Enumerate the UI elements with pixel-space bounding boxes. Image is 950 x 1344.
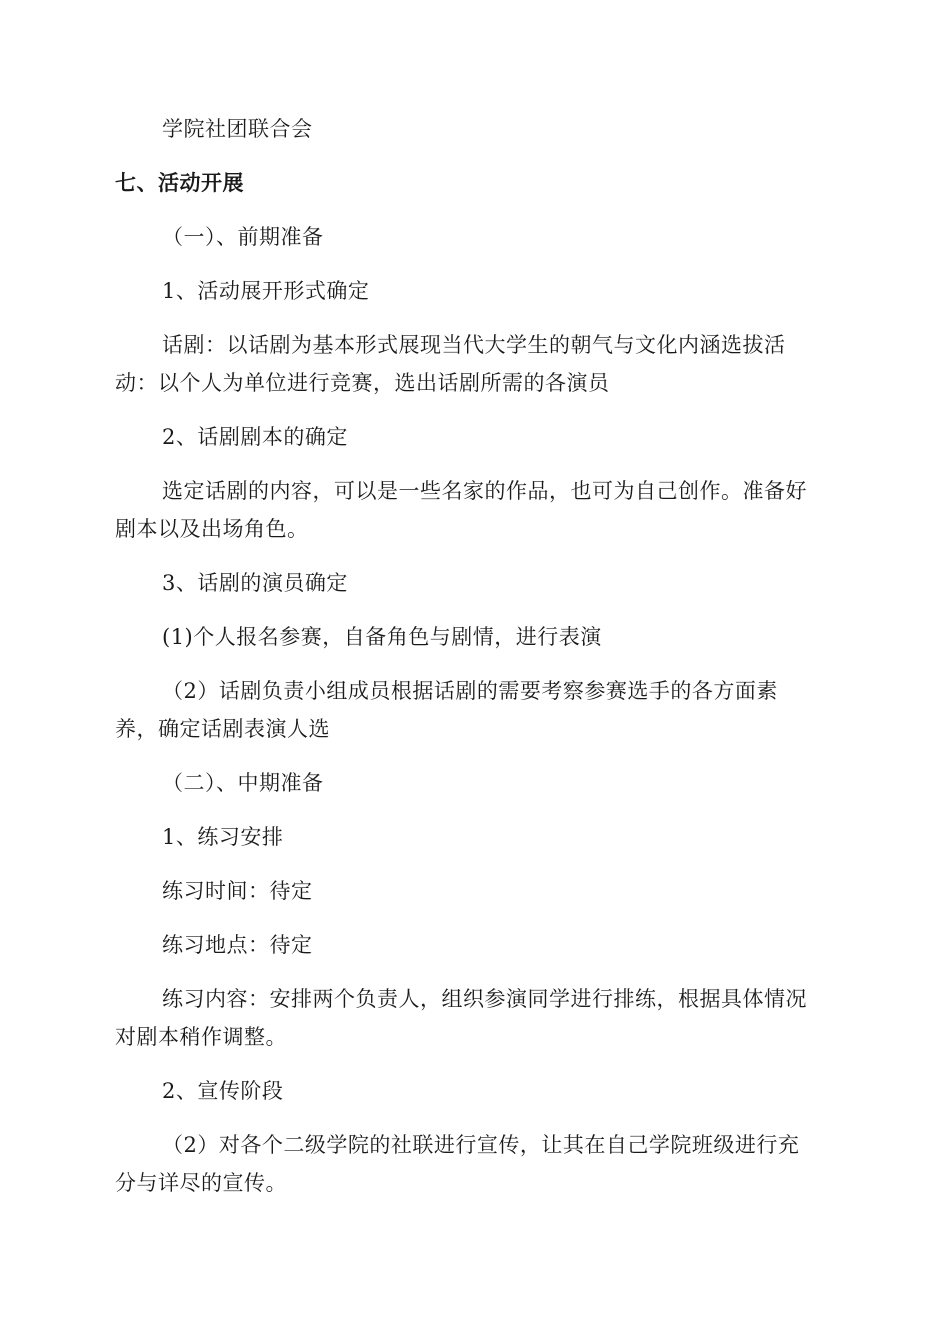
section-heading-7: 七、活动开展 [115, 171, 244, 195]
paragraph-actor2-line1: （2）话剧负责小组成员根据话剧的需要考察参赛选手的各方面素 [162, 679, 778, 703]
paragraph-actor2-line2: 养，确定话剧表演人选 [115, 717, 330, 741]
item-title-format: 1、活动展开形式确定 [162, 279, 370, 303]
paragraph-script-line2: 剧本以及出场角色。 [115, 517, 309, 541]
paragraph-practice-place: 练习地点：待定 [162, 933, 313, 957]
item-title-script: 2、话剧剧本的确定 [162, 425, 348, 449]
paragraph-practice-content-line1: 练习内容：安排两个负责人，组织参演同学进行排练，根据具体情况 [162, 987, 807, 1011]
paragraph-practice-time: 练习时间：待定 [162, 879, 313, 903]
paragraph-promo-line1: （2）对各个二级学院的社联进行宣传，让其在自己学院班级进行充 [162, 1133, 800, 1157]
item-title-actors: 3、话剧的演员确定 [162, 571, 348, 595]
item-title-promotion: 2、宣传阶段 [162, 1079, 284, 1103]
paragraph-organizer: 学院社团联合会 [162, 117, 313, 141]
paragraph-promo-line2: 分与详尽的宣传。 [115, 1171, 287, 1195]
subsection-title-mid-prep: （二）、中期准备 [162, 771, 324, 795]
paragraph-practice-content-line2: 对剧本稍作调整。 [115, 1025, 287, 1049]
paragraph-drama-line2: 动：以个人为单位进行竞赛，选出话剧所需的各演员 [115, 371, 610, 395]
paragraph-actor1: (1)个人报名参赛，自备角色与剧情，进行表演 [162, 625, 602, 649]
paragraph-drama-line1: 话剧：以话剧为基本形式展现当代大学生的朝气与文化内涵选拔活 [162, 333, 786, 357]
item-title-practice: 1、练习安排 [162, 825, 284, 849]
subsection-title-early-prep: （一）、前期准备 [162, 225, 324, 249]
paragraph-script-line1: 选定话剧的内容，可以是一些名家的作品，也可为自己创作。准备好 [162, 479, 807, 503]
